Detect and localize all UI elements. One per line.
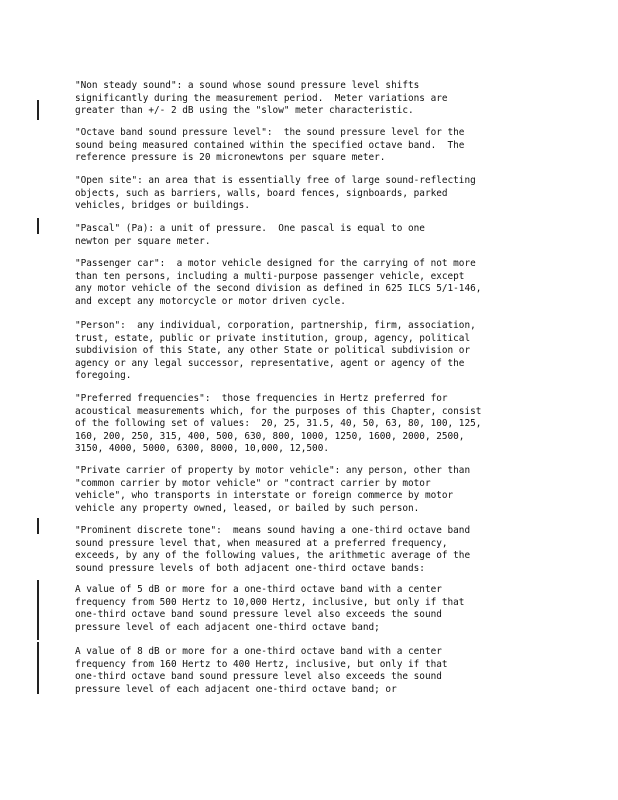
definition-person [75, 320, 545, 383]
text-line: "Preferred frequencies": those frequencies in Hertz preferred for [75, 393, 448, 404]
text-line: "Open site": an area that is essentially free of large sound-reflecting [75, 175, 476, 186]
text-line: pressure level of each adjacent one-third octave band; or [75, 683, 397, 695]
text-line: newton per square meter. [75, 235, 211, 247]
text-line: greater than +/- 2 dB using the "slow" meter characteristic. [75, 105, 414, 117]
text-line: A value of 5 dB or more for a one-third octave band with a center [75, 584, 442, 595]
text-line: "Pascal" (Pa): a unit of pressure. One pascal is equal to one [75, 223, 425, 234]
text-line: exceeds, by any of the following values, the arithmetic average of the [75, 550, 471, 562]
text-line: any motor vehicle of the second division as defined in 625 ILCS 5/1-146, [75, 283, 482, 295]
text-line: "Passenger car": a motor vehicle designed for the carrying of not more [75, 258, 476, 269]
text-line: one-third octave band sound pressure level also exceeds the sound [75, 671, 442, 683]
definition-passenger-car [75, 258, 545, 308]
text-line: "Person": any individual, corporation, partnership, firm, association, [75, 320, 476, 331]
text-line: vehicle", who transports in interstate or foreign commerce by motor [75, 490, 454, 502]
text-line: frequency from 160 Hertz to 400 Hertz, inclusive, but only if that [75, 658, 448, 670]
criterion-500-hz [75, 584, 545, 634]
text-line: "Private carrier of property by motor vehicle": any person, other than [75, 465, 471, 476]
text-line: "Non steady sound": a sound whose sound pressure level shifts [75, 80, 420, 91]
revision-bar [37, 218, 39, 234]
text-line: A value of 8 dB or more for a one-third octave band with a center [75, 646, 442, 657]
text-line: reference pressure is 20 micronewtons per square meter. [75, 152, 386, 164]
criterion-160-hz [75, 646, 545, 696]
definition-pascal [75, 223, 545, 248]
text-line: "Octave band sound pressure level": the sound pressure level for the [75, 127, 465, 138]
text-line: sound pressure levels of both adjacent one-third octave bands: [75, 562, 425, 574]
text-line: of the following set of values: 20, 25, 31.5, 40, 50, 63, 80, 100, 125, [75, 418, 482, 430]
text-line: sound being measured contained within the specified octave band. The [75, 139, 465, 151]
definition-preferred-frequencies [75, 393, 545, 456]
text-line: one-third octave band sound pressure level also exceeds the sound [75, 609, 442, 621]
revision-bar [37, 100, 39, 120]
definition-octave-band-spl [75, 127, 545, 165]
definition-non-steady-sound [75, 80, 545, 118]
text-line: vehicles, bridges or buildings. [75, 200, 250, 212]
definition-prominent-discrete-tone [75, 525, 545, 575]
text-line: 3150, 4000, 5000, 6300, 8000, 10,000, 12,500. [75, 443, 329, 455]
text-line: objects, such as barriers, walls, board fences, signboards, parked [75, 187, 448, 199]
text-line: and except any motorcycle or motor driven cycle. [75, 295, 346, 307]
text-line: pressure level of each adjacent one-third octave band; [75, 621, 380, 633]
revision-bar [37, 580, 39, 640]
definition-private-carrier [75, 465, 545, 515]
revision-bar [37, 642, 39, 694]
text-line: than ten persons, including a multi-purpose passenger vehicle, except [75, 270, 465, 282]
text-line: sound pressure level that, when measured at a preferred frequency, [75, 537, 448, 549]
text-line: subdivision of this State, any other State or political subdivision or [75, 345, 471, 357]
text-line: significantly during the measurement period. Meter variations are [75, 92, 448, 104]
text-line: vehicle any property owned, leased, or bailed by such person. [75, 502, 420, 514]
text-line: "common carrier by motor vehicle" or "contract carrier by motor [75, 477, 431, 489]
text-line: agency or any legal successor, representative, agent or agency of the [75, 357, 465, 369]
text-line: "Prominent discrete tone": means sound having a one-third octave band [75, 525, 471, 536]
revision-bar [37, 518, 39, 534]
text-line: trust, estate, public or private institution, group, agency, political [75, 332, 471, 344]
text-line: foregoing. [75, 370, 132, 382]
text-line: 160, 200, 250, 315, 400, 500, 630, 800, 1000, 1250, 1600, 2000, 2500, [75, 430, 465, 442]
definition-open-site [75, 175, 545, 213]
text-line: acoustical measurements which, for the purposes of this Chapter, consist [75, 405, 482, 417]
text-line: frequency from 500 Hertz to 10,000 Hertz, inclusive, but only if that [75, 596, 465, 608]
